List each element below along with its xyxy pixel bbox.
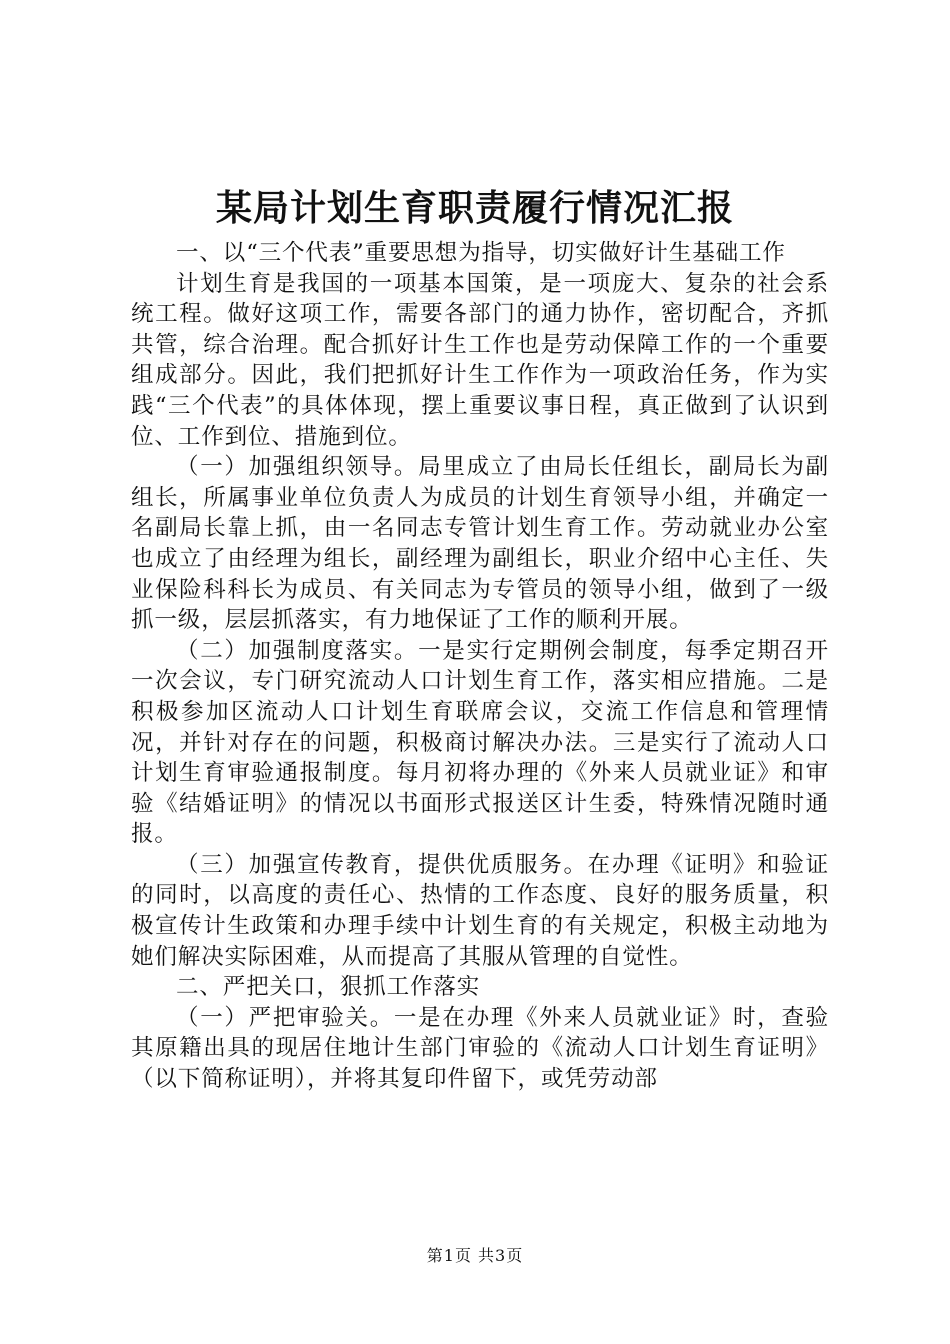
section-heading-2: 二、严把关口，狠抓工作落实: [176, 974, 481, 1001]
paragraph-organization: （一）加强组织领导。局里成立了由局长任组长，副局长为副组长，所属事业单位负责人为成员的计划生育领导小组，并确定一名副局长靠上抓，由一名同志专管计划生育工作。劳动就业办公室也成立了由经理为组长，副经理为副组长，职业介绍中心主任、失业保险科科长为成员、有关同志为专管员的领导小组，做到了一级抓一级，层层抓落实，有力地保证了工作的顺利开展。: [131, 454, 829, 634]
paragraph-intro: 计划生育是我国的一项基本国策，是一项庞大、复杂的社会系统工程。做好这项工作，需要各部门的通力协作，密切配合，齐抓共管，综合治理。配合抓好计生工作也是劳动保障工作的一个重要组成部分。因此，我们把抓好计生工作作为一项政治任务，作为实践“三个代表”的具体体现，摆上重要议事日程，真正做到了认识到位、工作到位、措施到位。: [131, 270, 829, 450]
document-title: 某局计划生育职责履行情况汇报: [215, 188, 734, 229]
paragraph-publicity: （三）加强宣传教育，提供优质服务。在办理《证明》和验证的同时，以高度的责任心、热情的工作态度、良好的服务质量，积极宣传计生政策和办理手续中计划生育的有关规定，积极主动地为她们解决实际困难，从而提高了其服从管理的自觉性。: [131, 851, 829, 970]
paragraph-system: （二）加强制度落实。一是实行定期例会制度，每季定期召开一次会议，专门研究流动人口计划生育工作，落实相应措施。二是积极参加区流动人口计划生育联席会议，交流工作信息和管理情况，并针对存在的问题，积极商讨解决办法。三是实行了流动人口计划生育审验通报制度。每月初将办理的《外来人员就业证》和审验《结婚证明》的情况以书面形式报送区计生委，特殊情况随时通报。: [131, 637, 829, 848]
section-heading-1: 一、以“三个代表”重要思想为指导，切实做好计生基础工作: [176, 240, 786, 266]
document-body: [131, 238, 829, 1095]
paragraph-verification: （一）严把审验关。一是在办理《外来人员就业证》时，查验其原籍出具的现居住地计生部门审验的《流动人口计划生育证明》（以下简称证明），并将其复印件留下，或凭劳动部: [131, 1004, 829, 1093]
page-footer: 第1页 共3页: [426, 1246, 524, 1265]
